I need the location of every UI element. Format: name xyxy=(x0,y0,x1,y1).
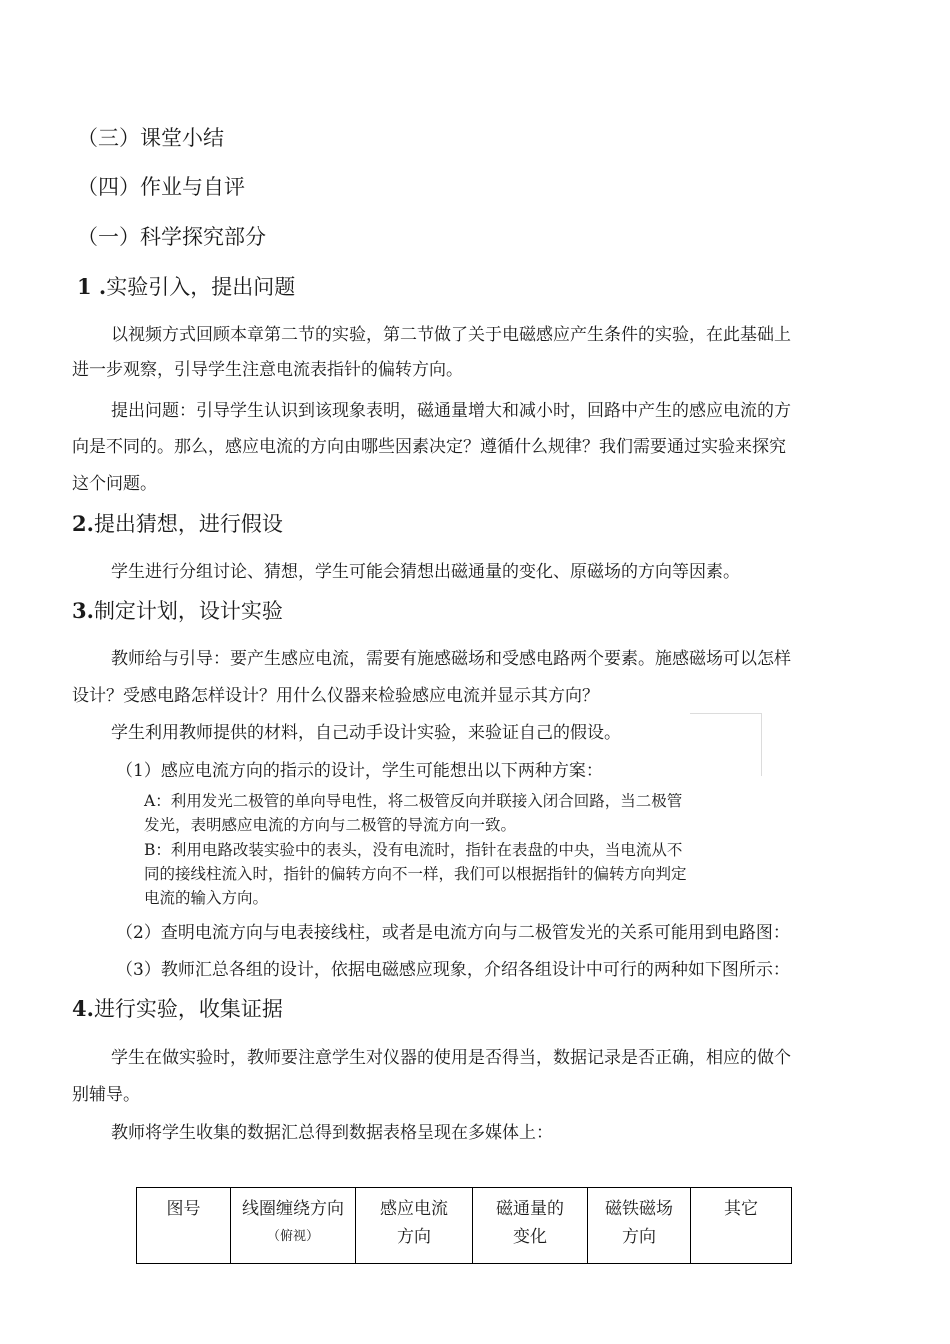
paragraph-10: 教师将学生收集的数据汇总得到数据表格呈现在多媒体上： xyxy=(111,1123,553,1143)
section-1-heading xyxy=(77,271,295,301)
paragraph-5: 学生利用教师提供的材料，自己动手设计实验，来验证自己的假设。 xyxy=(111,723,621,743)
paragraph-4-line-1: 教师给与引导：要产生感应电流，需要有施感磁场和受感电路两个要素。施感磁场可以怎样 xyxy=(111,649,791,669)
option-a-line-2: 发光，表明感应电流的方向与二极管的导流方向一致。 xyxy=(144,816,517,834)
header-flux-change-sub: 变化 xyxy=(513,1227,547,1247)
header-magnet-field: 磁铁磁场 xyxy=(605,1199,673,1219)
paragraph-7: （2）查明电流方向与电表接线柱，或者是电流方向与二极管发光的关系可能用到电路图： xyxy=(116,923,790,943)
section-2-number: 2. xyxy=(72,511,94,536)
paragraph-2-line-1: 提出问题：引导学生认识到该现象表明，磁通量增大和减小时，回路中产生的感应电流的方 xyxy=(111,401,791,421)
section-3-heading xyxy=(72,595,283,625)
table-header-cell xyxy=(356,1188,473,1264)
paragraph-3: 学生进行分组讨论、猜想，学生可能会猜想出磁通量的变化、原磁场的方向等因素。 xyxy=(111,562,740,582)
paragraph-9-line-1: 学生在做实验时，教师要注意学生对仪器的使用是否得当，数据记录是否正确，相应的做个 xyxy=(111,1048,791,1068)
heading-science-inquiry: （一）科学探究部分 xyxy=(77,225,266,249)
header-other: 其它 xyxy=(724,1199,758,1219)
paragraph-6: （1）感应电流方向的指示的设计，学生可能想出以下两种方案： xyxy=(116,761,603,781)
section-4-heading xyxy=(72,993,283,1023)
header-induced-current: 感应电流 xyxy=(380,1199,448,1219)
placeholder-frame xyxy=(690,713,762,776)
paragraph-4-line-2: 设计？受感电路怎样设计？用什么仪器来检验感应电流并显示其方向？ xyxy=(72,686,599,706)
header-magnet-field-sub: 方向 xyxy=(622,1227,656,1247)
option-b-line-1: B：利用电路改装实验中的表头，没有电流时，指针在表盘的中央，当电流从不 xyxy=(144,841,683,859)
header-flux-change: 磁通量的 xyxy=(496,1199,564,1219)
header-other-sub xyxy=(691,1222,791,1252)
section-2-heading xyxy=(72,508,283,538)
table-header-cell xyxy=(588,1188,691,1264)
option-a-line-1: A：利用发光二极管的单向导电性，将二极管反向并联接入闭合回路，当二极管 xyxy=(144,792,683,810)
option-b-line-3: 电流的输入方向。 xyxy=(144,889,269,907)
section-4-number: 4. xyxy=(72,996,94,1021)
paragraph-1-line-2: 进一步观察，引导学生注意电流表指针的偏转方向。 xyxy=(72,360,463,380)
header-coil-winding: 线圈缠绕方向 xyxy=(242,1199,344,1219)
header-induced-current-sub: 方向 xyxy=(397,1227,431,1247)
table-header-cell xyxy=(137,1188,231,1264)
table-header-cell xyxy=(473,1188,588,1264)
table-header-cell xyxy=(691,1188,792,1264)
section-2-title: 提出猜想，进行假设 xyxy=(93,512,283,536)
paragraph-9-line-2: 别辅导。 xyxy=(72,1085,140,1105)
table-header-row xyxy=(137,1188,792,1264)
section-1-title: 实验引入，提出问题 xyxy=(106,275,296,299)
table-header-cell xyxy=(231,1188,356,1264)
section-3-number: 3. xyxy=(72,598,94,623)
section-4-title: 进行实验，收集证据 xyxy=(93,997,283,1021)
data-table xyxy=(136,1187,792,1264)
option-b-line-2: 同的接线柱流入时，指针的偏转方向不一样，我们可以根据指针的偏转方向判定 xyxy=(144,865,687,883)
paragraph-8: （3）教师汇总各组的设计，依据电磁感应现象，介绍各组设计中可行的两种如下图所示： xyxy=(116,960,790,980)
paragraph-2-line-3: 这个问题。 xyxy=(72,474,157,494)
header-figure-number: 图号 xyxy=(166,1199,201,1219)
heading-class-summary: （三）课堂小结 xyxy=(77,126,224,150)
header-coil-winding-sub: （俯视） xyxy=(266,1229,319,1244)
paragraph-2-line-2: 向是不同的。那么，感应电流的方向由哪些因素决定？遵循什么规律？我们需要通过实验来探究 xyxy=(72,437,786,457)
header-figure-number-sub xyxy=(137,1222,230,1252)
section-1-number: 1 . xyxy=(77,274,107,299)
heading-homework: （四）作业与自评 xyxy=(77,175,245,199)
paragraph-1-line-1: 以视频方式回顾本章第二节的实验，第二节做了关于电磁感应产生条件的实验，在此基础上 xyxy=(111,325,791,345)
section-3-title: 制定计划，设计实验 xyxy=(93,599,283,623)
